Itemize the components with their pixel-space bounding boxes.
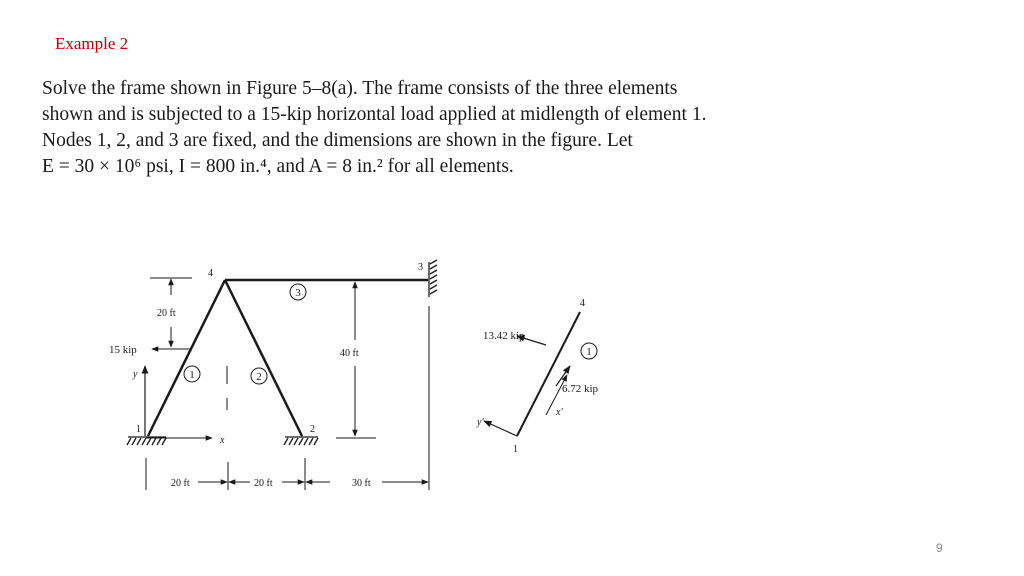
dim-20ft-vertical-label: 20 ft [157, 308, 176, 319]
element-1-number: 1 [189, 369, 195, 381]
dim-bottom-3-label: 30 ft [352, 478, 371, 489]
element-2-line [225, 280, 302, 436]
local-node-4-label: 4 [580, 298, 585, 309]
dim-40ft-vertical [336, 282, 376, 438]
element-3-number: 3 [295, 287, 301, 299]
local-y-axis [484, 421, 517, 436]
element-3-marker [290, 284, 306, 300]
local-x-label: x′ [556, 407, 563, 418]
local-node-1-label: 1 [513, 444, 518, 455]
element-2-marker [251, 368, 267, 384]
load-component-13-42-label: 13.42 kip [483, 330, 525, 342]
local-element-line [517, 312, 580, 436]
node-3-label: 3 [418, 262, 423, 273]
dim-bottom-1-label: 20 ft [171, 478, 190, 489]
load-component-6-72-label: 6.72 kip [562, 383, 599, 395]
problem-line-4: E = 30 × 10⁶ psi, I = 800 in.⁴, and A = 8 in.² for all elements. [42, 156, 514, 177]
page-number: 9 [936, 541, 943, 555]
problem-line-1: Solve the frame shown in Figure 5–8(a). The frame consists of the three elements [42, 78, 678, 99]
local-element-number: 1 [586, 346, 592, 358]
local-element-marker [581, 343, 597, 359]
local-y-label: y′ [477, 417, 484, 428]
support-node-2 [284, 437, 318, 445]
frame-members [148, 280, 428, 436]
element-2-number: 2 [256, 371, 262, 383]
slide-title: Example 2 [55, 34, 129, 53]
node-1-label: 1 [136, 424, 141, 435]
support-node-3 [429, 260, 437, 297]
element-1-line [148, 280, 225, 436]
dim-bottom-2-label: 20 ft [254, 478, 273, 489]
global-x-label: x [220, 435, 225, 446]
element-1-marker [184, 366, 200, 382]
node-2-label: 2 [310, 424, 315, 435]
problem-line-3: Nodes 1, 2, and 3 are fixed, and the dimensions are shown in the figure. Let [42, 130, 633, 151]
problem-line-2: shown and is subjected to a 15-kip horizontal load applied at midlength of element 1. [42, 104, 707, 125]
node-4-label: 4 [208, 268, 213, 279]
dim-40ft-label: 40 ft [340, 348, 359, 359]
global-y-label: y [133, 369, 138, 380]
load-label: 15 kip [109, 344, 137, 356]
